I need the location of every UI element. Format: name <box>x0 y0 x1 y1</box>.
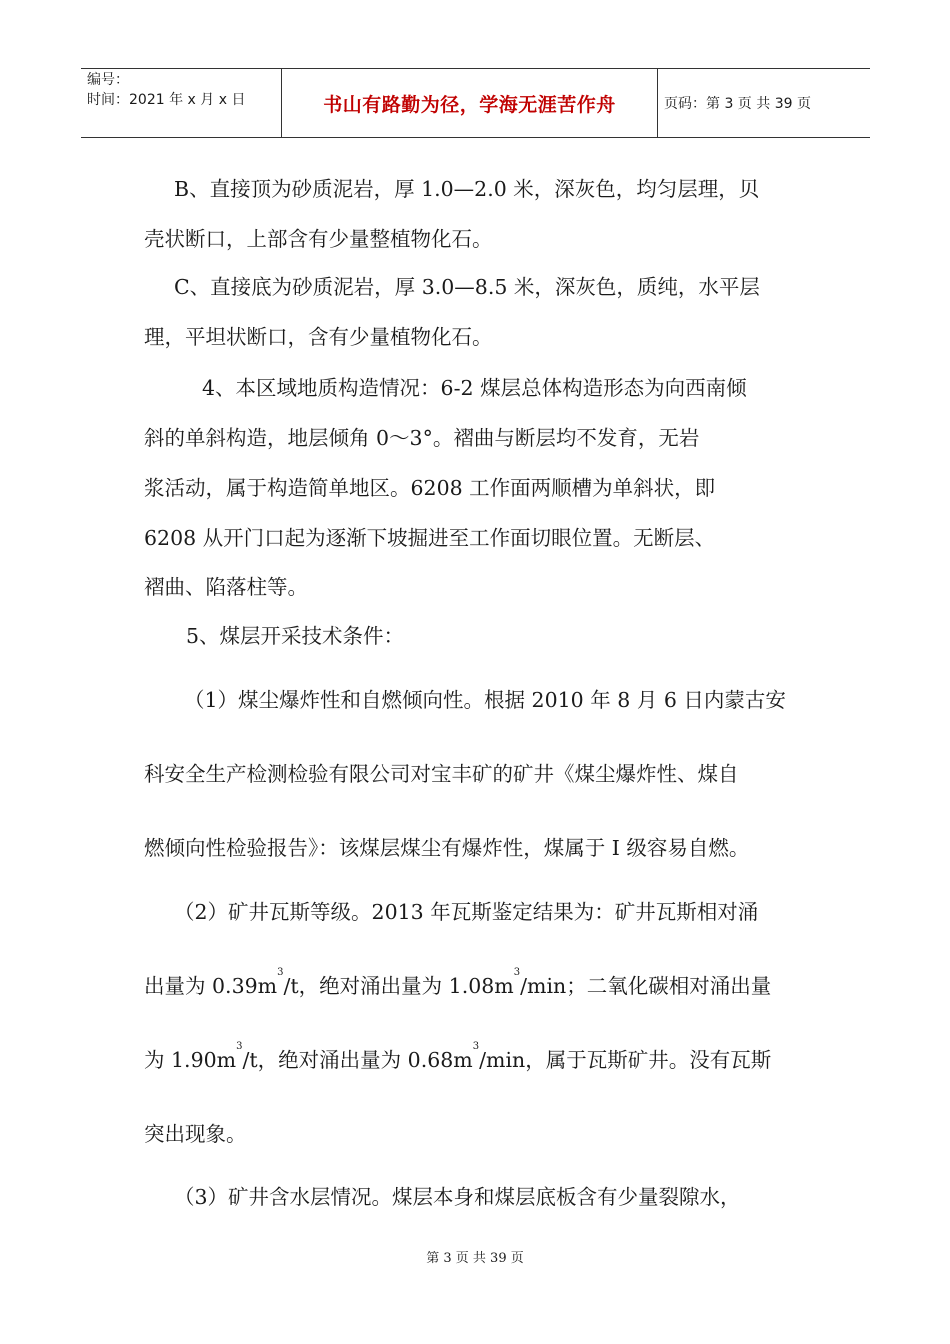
header-page-info: 页码：第 3 页 共 39 页 <box>664 96 811 112</box>
header-meta-cell <box>81 69 281 137</box>
text-line: （3）矿井含水层情况。煤层本身和煤层底板含有少量裂隙水， <box>174 1185 741 1209</box>
text-line: 4、本区域地质构造情况：6-2 煤层总体构造形态为向西南倾 <box>202 376 747 400</box>
text-line <box>144 1043 771 1073</box>
text-segment: /min；二氧化碳相对涌出量 <box>520 974 772 998</box>
text-line: 斜的单斜构造，地层倾角 0～3°。褶曲与断层均不发育，无岩 <box>144 426 700 450</box>
header-time-label: 时间：2021 年 x 月 x 日 <box>87 92 246 108</box>
text-line: 突出现象。 <box>144 1122 247 1146</box>
text-line: 5、煤层开采技术条件： <box>186 624 405 648</box>
text-line: C、直接底为砂质泥岩，厚 3.0—8.5 米，深灰色，质纯，水平层 <box>174 275 760 299</box>
superscript: 3 <box>472 1041 480 1052</box>
text-line: 理，平坦状断口，含有少量植物化石。 <box>144 325 493 349</box>
text-line: 浆活动，属于构造简单地区。6208 工作面两顺槽为单斜状，即 <box>144 476 716 500</box>
text-segment: /t，绝对涌出量为 1.08m <box>283 974 514 998</box>
header-page-cell <box>658 69 876 137</box>
text-line: B、直接顶为砂质泥岩，厚 1.0—2.0 米，深灰色，均匀层理，贝 <box>174 177 760 201</box>
text-line: 壳状断口，上部含有少量整植物化石。 <box>144 227 493 251</box>
text-segment: 出量为 0.39m <box>144 974 278 998</box>
header-motto-cell <box>281 69 658 137</box>
text-line: 科安全生产检测检验有限公司对宝丰矿的矿井《煤尘爆炸性、煤自 <box>144 762 739 786</box>
header-number-label: 编号： <box>87 72 129 88</box>
text-line: 燃倾向性检验报告》：该煤层煤尘有爆炸性，煤属于 I 级容易自燃。 <box>144 836 750 860</box>
superscript: 3 <box>513 967 521 978</box>
text-segment: /t，绝对涌出量为 0.68m <box>242 1048 473 1072</box>
text-line: （2）矿井瓦斯等级。2013 年瓦斯鉴定结果为：矿井瓦斯相对涌 <box>174 900 759 924</box>
superscript: 3 <box>277 967 284 978</box>
superscript: 3 <box>236 1041 243 1052</box>
text-segment: 为 1.90m <box>144 1048 237 1072</box>
text-segment: /min，属于瓦斯矿井。没有瓦斯 <box>479 1048 772 1072</box>
text-line <box>144 969 771 999</box>
page-footer: 第 3 页 共 39 页 <box>426 1251 524 1266</box>
header-motto: 书山有路勤为径，学海无涯苦作舟 <box>323 93 616 116</box>
page-header <box>81 68 870 138</box>
text-line: 褶曲、陷落柱等。 <box>144 575 308 599</box>
text-line: 6208 从开门口起为逐渐下坡掘进至工作面切眼位置。无断层、 <box>144 526 716 550</box>
text-line: （1）煤尘爆炸性和自燃倾向性。根据 2010 年 8 月 6 日内蒙古安 <box>184 688 786 712</box>
